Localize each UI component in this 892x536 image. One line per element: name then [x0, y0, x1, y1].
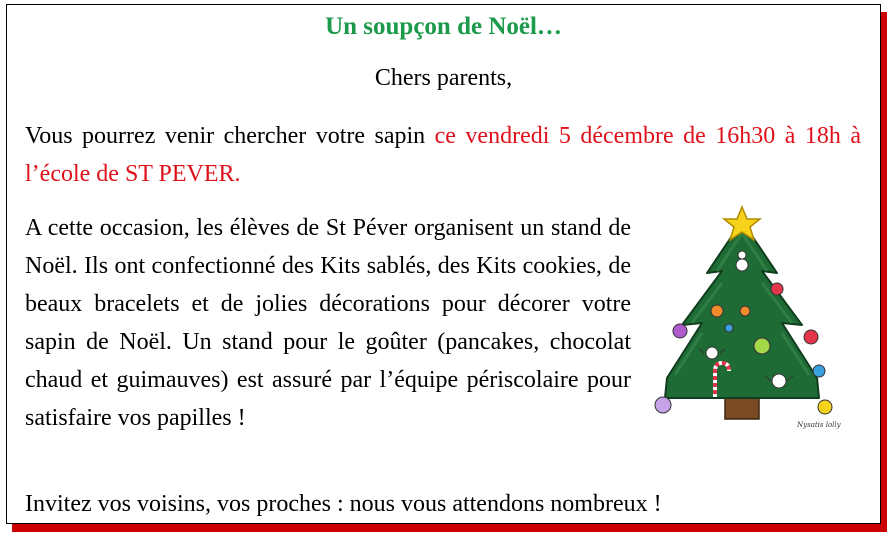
invitation-card	[6, 4, 881, 524]
pickup-paragraph	[25, 117, 861, 193]
pickup-date-highlight: ce vendredi 5 décembre de 16h30 à 18h à l’école de ST PEVER.	[25, 123, 861, 187]
stand-paragraph: A cette occasion, les élèves de St Péver organisent un stand de Noël. Ils ont confectionné des Kits sablés, des Kits cookies, de beaux bracelets et de jolies décorations pour décorer votre sapin de Noël. Un stand pour le goûter (pancakes, chocolat chaud et guimauves) est assuré par l’équipe périscolaire pour satisfaire vos papilles !	[25, 215, 631, 431]
card-title: Un soupçon de Noël…	[325, 13, 562, 40]
pickup-text: Vous pourrez venir chercher votre sapin	[25, 123, 435, 149]
greeting: Chers parents,	[374, 65, 513, 91]
christmas-tree-icon	[647, 203, 842, 435]
tree-signature: Nysatis lolly	[797, 421, 841, 429]
closing-paragraph: Invitez vos voisins, vos proches : nous vous attendons nombreux !	[25, 491, 662, 517]
